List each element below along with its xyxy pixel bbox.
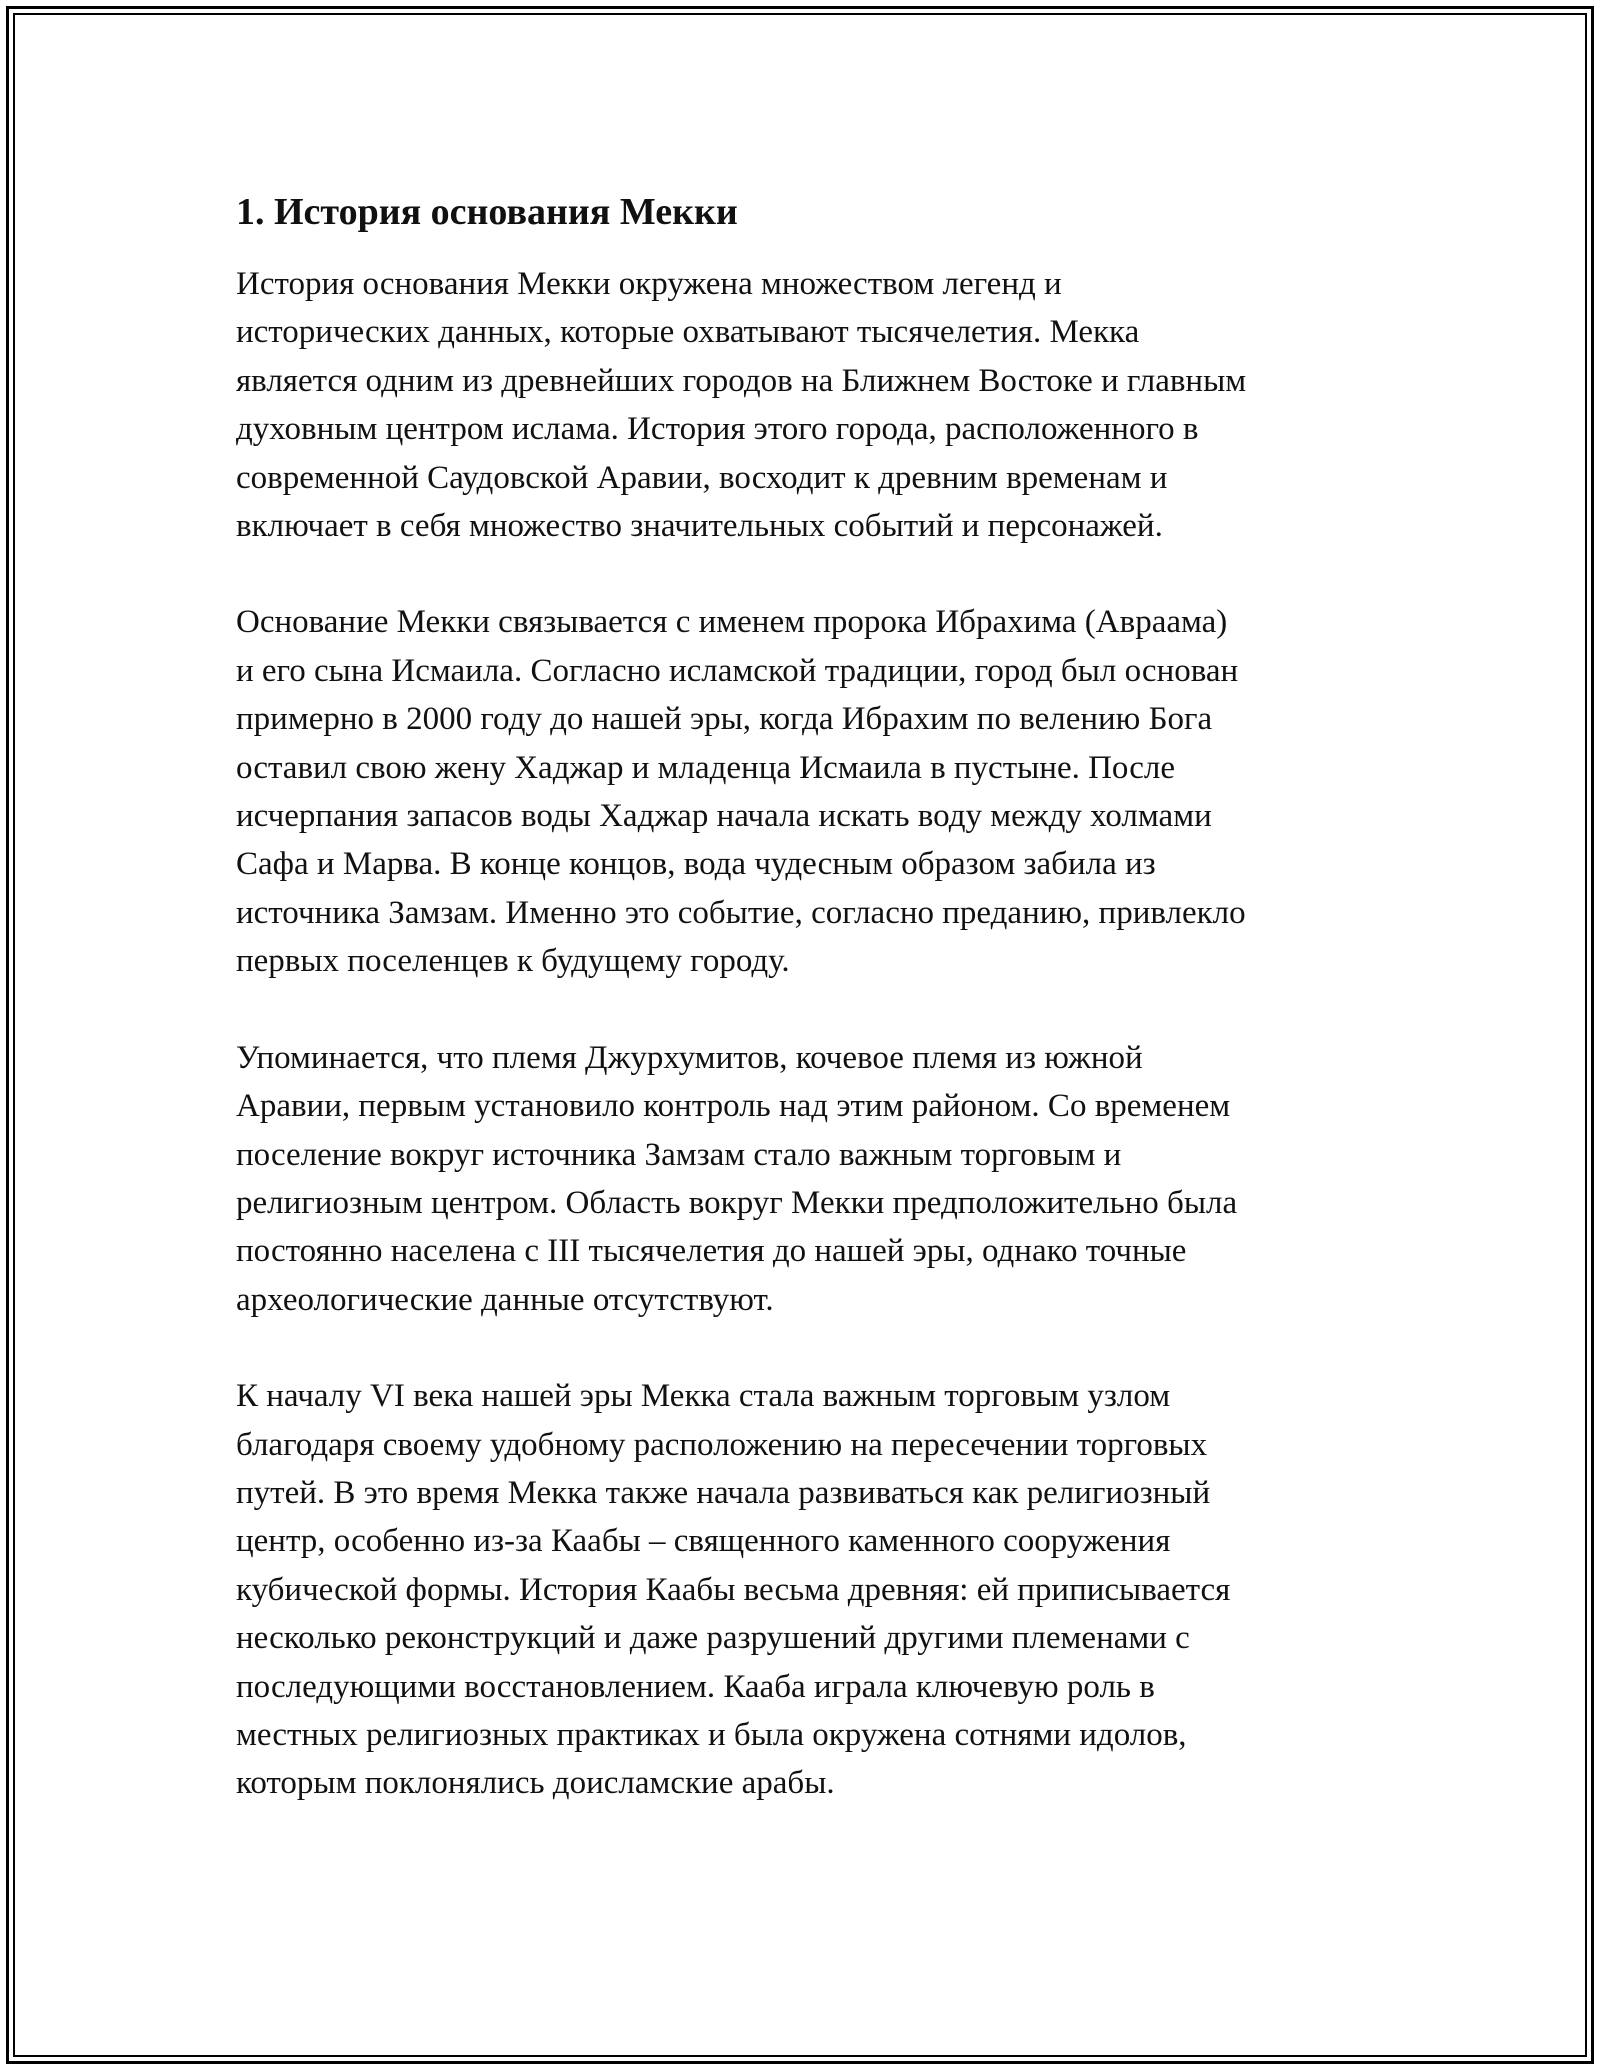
text-line: и его сына Исмаила. Согласно исламской традиции, город был основан bbox=[236, 652, 1239, 689]
text-line: религиозным центром. Область вокруг Мекки предположительно была bbox=[236, 1184, 1238, 1221]
paragraph-3 bbox=[236, 1034, 1386, 1324]
text-line: постоянно населена с III тысячелетия до нашей эры, однако точные bbox=[236, 1233, 1187, 1270]
text-line: Упоминается, что племя Джурхумитов, кочевое племя из южной bbox=[236, 1039, 1143, 1076]
text-line: благодаря своему удобному расположению на пересечении торговых bbox=[236, 1426, 1208, 1463]
text-line: археологические данные отсутствуют. bbox=[236, 1281, 774, 1318]
text-line: местных религиозных практиках и была окружена сотнями идолов, bbox=[236, 1716, 1187, 1753]
text-line: кубической формы. История Каабы весьма древняя: ей приписывается bbox=[236, 1571, 1231, 1608]
text-line: первых поселенцев к будущему городу. bbox=[236, 943, 790, 980]
document-body bbox=[236, 186, 1386, 1856]
paragraph-4 bbox=[236, 1372, 1386, 1808]
section-heading: 1. История основания Мекки bbox=[236, 191, 738, 233]
text-line: несколько реконструкций и даже разрушений другими племенами с bbox=[236, 1620, 1190, 1657]
text-line: включает в себя множество значительных событий и персонажей. bbox=[236, 508, 1163, 545]
text-line: исчерпания запасов воды Хаджар начала искать воду между холмами bbox=[236, 798, 1212, 835]
text-line: современной Саудовской Аравии, восходит к древним временам и bbox=[236, 459, 1168, 496]
text-line: источника Замзам. Именно это событие, согласно преданию, привлекло bbox=[236, 894, 1246, 931]
text-line: оставил свою жену Хаджар и младенца Исмаила в пустыне. После bbox=[236, 749, 1176, 786]
text-line: центр, особенно из-за Каабы – священного каменного сооружения bbox=[236, 1523, 1171, 1560]
text-line: исторических данных, которые охватывают тысячелетия. Мекка bbox=[236, 314, 1140, 351]
text-line: путей. В это время Мекка также начала развиваться как религиозный bbox=[236, 1474, 1211, 1511]
text-line: История основания Мекки окружена множеством легенд и bbox=[236, 266, 1062, 302]
text-line: является одним из древнейших городов на Ближнем Востоке и главным bbox=[236, 362, 1247, 399]
text-line: духовным центром ислама. История этого города, расположенного в bbox=[236, 411, 1199, 448]
text-line: которым поклонялись доисламские арабы. bbox=[236, 1765, 835, 1802]
text-line: К началу VI века нашей эры Мекка стала важным торговым узлом bbox=[236, 1378, 1171, 1415]
text-line: примерно в 2000 году до нашей эры, когда Ибрахим по велению Бога bbox=[236, 701, 1213, 738]
text-line: последующими восстановлением. Кааба играла ключевую роль в bbox=[236, 1668, 1155, 1705]
paragraph-1 bbox=[236, 260, 1386, 550]
text-line: Сафа и Марва. В конце концов, вода чудесным образом забила из bbox=[236, 846, 1156, 883]
text-line: Аравии, первым установило контроль над этим районом. Со временем bbox=[236, 1088, 1231, 1125]
text-line: поселение вокруг источника Замзам стало важным торговым и bbox=[236, 1136, 1122, 1173]
text-line: Основание Мекки связывается с именем пророка Ибрахима (Авраама) bbox=[236, 604, 1228, 641]
paragraph-2 bbox=[236, 598, 1386, 985]
